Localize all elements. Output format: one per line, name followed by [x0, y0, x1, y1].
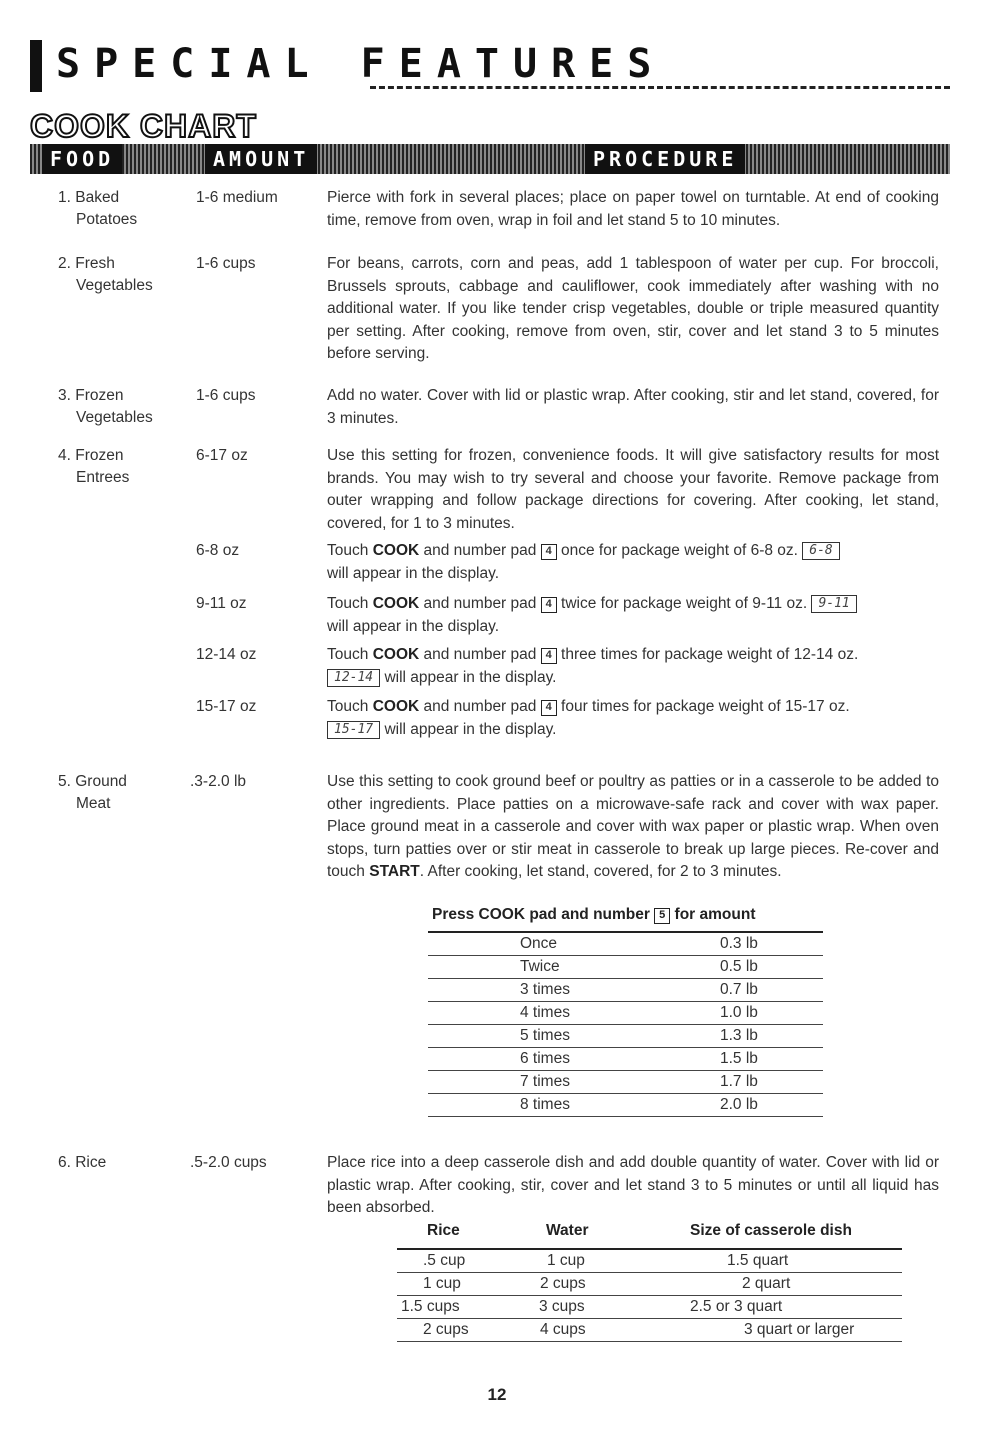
display-readout: 15-17: [327, 721, 380, 739]
table-row: 7 times 1.7 lb: [428, 1071, 823, 1094]
display-readout: 12-14: [327, 669, 380, 687]
procedure-text: Use this setting for frozen, convenience foods. It will give satisfactory results for most brands. You may wish to try several and choose your favorite. Remove package from outer wrapping and follow package directions for covering. After cooking, let stand, covered, for 1 to 3 minutes.: [327, 447, 939, 532]
number-pad-key: 4: [541, 648, 557, 664]
procedure-text: Place rice into a deep casserole dish and add double quantity of water. Cover with lid or plastic wrap. After cooking, stir, cover and let stand 3 to 5 minutes or until all liquid has been absorbed.: [327, 1154, 939, 1217]
display-readout: 9-11: [811, 595, 856, 613]
procedure-text: Touch COOK and number pad 4 twice for package weight of 9-11 oz. 9-11 will appear in the display.: [327, 593, 939, 638]
column-header-amount: AMOUNT: [205, 144, 317, 174]
amount-label: 12-14 oz: [196, 646, 257, 663]
table-row: 6 times 1.5 lb: [428, 1048, 823, 1071]
column-header-band: [30, 144, 950, 174]
table-row: Once 0.3 lb: [428, 933, 823, 956]
procedure-text: For beans, carrots, corn and peas, add 1 tablespoon of water per cup. For broccoli, Brussels sprouts, cabbage and cauliflower, cook immediately after washing with no additional water. If you like tender crisp vegetables, double or triple measured quantity per setting. After cooking, remove from oven, stir, cover and let stand 3 to 5 minutes before serving.: [327, 255, 939, 363]
table-row: 8 times 2.0 lb: [428, 1094, 823, 1117]
number-pad-key: 4: [541, 597, 557, 613]
food-label: Potatoes: [76, 211, 138, 228]
food-label: Meat: [76, 795, 111, 812]
amount-label: .5-2.0 cups: [190, 1154, 267, 1171]
table-row: 2 cups 4 cups 3 quart or larger: [397, 1319, 902, 1342]
food-label: 2. Fresh: [58, 255, 115, 272]
procedure-text: Touch COOK and number pad 4 three times for package weight of 12-14 oz. 12-14 will appear in the display.: [327, 646, 859, 686]
procedure-text: Touch COOK and number pad 4 once for package weight of 6-8 oz. 6-8 will appear in the display.: [327, 540, 939, 585]
display-readout: 6-8: [802, 542, 839, 560]
number-pad-key: 5: [654, 908, 670, 924]
column-header-procedure: PROCEDURE: [585, 144, 745, 174]
amount-label: .3-2.0 lb: [190, 773, 247, 790]
food-label: Entrees: [76, 469, 130, 486]
table-row: Twice 0.5 lb: [428, 956, 823, 979]
procedure-text: Pierce with fork in several places; place on paper towel on turntable. At end of cooking time, remove from oven, wrap in foil and let stand 5 to 10 minutes.: [327, 189, 939, 229]
table-row: 3 times 0.7 lb: [428, 979, 823, 1002]
amount-label: 1-6 cups: [196, 255, 256, 272]
number-pad-key: 4: [541, 544, 557, 560]
amount-label: 15-17 oz: [196, 698, 257, 715]
table-row: 1.5 cups 3 cups 2.5 or 3 quart: [397, 1296, 902, 1319]
rice-table-header-water: Water: [546, 1222, 589, 1239]
page-number: 12: [487, 1385, 507, 1404]
number-pad-key: 4: [541, 700, 557, 716]
section-title: SPECIAL FEATURES: [56, 41, 666, 87]
table-row: .5 cup 1 cup 1.5 quart: [397, 1250, 902, 1273]
food-label: 1. Baked: [58, 189, 120, 206]
procedure-text: Use this setting to cook ground beef or poultry as patties or in a casserole to be added to other ingredients. Place patties on a microwave-safe rack and cover with wax paper. Place ground meat in a casserole and cover with wax paper or plastic wrap. When oven stops, turn patties over or stir meat in casserole to break up large pieces. Re-cover and touch START. After cooking, let stand, covered, for 2 to 3 minutes.: [327, 773, 939, 881]
section-rule: [370, 86, 950, 89]
chart-title: COOK CHART: [30, 108, 257, 144]
food-label: 6. Rice: [58, 1154, 107, 1171]
meat-table-header: Press COOK pad and number 5 for amount: [432, 906, 756, 923]
amount-label: 9-11 oz: [196, 595, 247, 612]
food-label: 5. Ground: [58, 773, 127, 790]
amount-label: 1-6 medium: [196, 189, 278, 206]
food-label: Vegetables: [76, 277, 153, 294]
table-row: 1 cup 2 cups 2 quart: [397, 1273, 902, 1296]
rice-table-header-rice: Rice: [427, 1222, 460, 1239]
table-row: 4 times 1.0 lb: [428, 1002, 823, 1025]
procedure-text: Add no water. Cover with lid or plastic wrap. After cooking, stir and let stand, covered, for 3 minutes.: [327, 387, 939, 427]
procedure-text: Touch COOK and number pad 4 four times for package weight of 15-17 oz. 15-17 will appear in the display.: [327, 698, 850, 738]
amount-label: 6-17 oz: [196, 447, 248, 464]
table-row: 5 times 1.3 lb: [428, 1025, 823, 1048]
rice-table-header-size: Size of casserole dish: [690, 1222, 852, 1239]
amount-label: 1-6 cups: [196, 387, 256, 404]
column-header-food: FOOD: [42, 144, 122, 174]
section-marker: [30, 40, 42, 92]
amount-label: 6-8 oz: [196, 542, 240, 559]
food-label: 4. Frozen: [58, 447, 124, 464]
food-label: Vegetables: [76, 409, 153, 426]
food-label: 3. Frozen: [58, 387, 124, 404]
